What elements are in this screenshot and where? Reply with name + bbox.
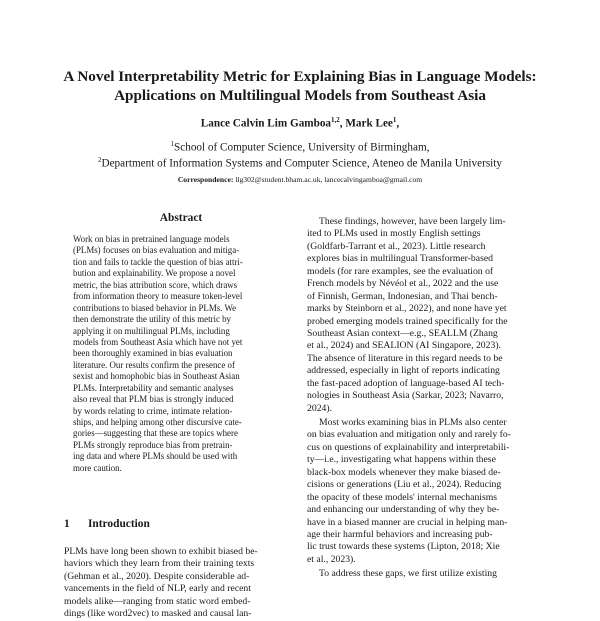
introduction-body: [64, 546, 298, 621]
text-line: (Gehman et al., 2020). Despite considerable ad-: [64, 570, 250, 582]
correspondence: [0, 175, 600, 184]
text-line: gories—suggesting that these are topics where: [73, 428, 238, 439]
text-line: PLMs strongly reproduce bias from pretrain-: [73, 439, 233, 450]
text-line: marks by Steinborn et al., 2022), and none have yet: [307, 303, 507, 315]
text-line: age their harmful behaviors and increasing pub-: [307, 528, 493, 540]
text-line: of Finnish, German, Indonesian, and Thai bench-: [307, 290, 498, 302]
text-line: models (for rare examples, see the evaluation of: [307, 265, 494, 277]
text-line: the fast-paced adoption of language-based AI tech-: [307, 377, 505, 389]
text-line: applying it on multilingual PLMs, including: [73, 325, 230, 336]
text-line: black-box models whenever they make biased de-: [307, 466, 501, 478]
section-number: 1: [64, 518, 70, 530]
text-line: from information theory to measure token-level: [73, 291, 243, 302]
text-line: (PLMs) focuses on bias evaluation and mitiga-: [73, 245, 240, 256]
author-name: Mark Lee: [345, 117, 393, 130]
paper-title: [20, 68, 580, 105]
text-line: ty—i.e., investigating what happens within these: [307, 454, 496, 466]
affil-text: Department of Information Systems and Computer Science, Ateneo de Manila University: [101, 157, 502, 170]
text-line: sexist and homophobic bias in Southeast Asian: [73, 371, 240, 382]
text-line: To address these gaps, we first utilize existing: [319, 568, 497, 580]
title-line: Applications on Multilingual Models from Southeast Asia: [114, 86, 486, 104]
text-line: (Goldfarb-Tarrant et al., 2023). Little research: [307, 240, 486, 252]
text-line: lic trust towards these systems (Lipton, 2018; Xie: [307, 541, 500, 553]
text-line: have in a biased manner are crucial in helping man-: [307, 516, 508, 528]
text-line: nologies in Southeast Asia (Sarkar, 2023; Navarro,: [307, 390, 504, 402]
text-line: vancements in the field of NLP, early and recent: [64, 583, 251, 595]
author-separator: ,: [339, 117, 346, 130]
author-affil-mark: 1,2: [331, 116, 340, 124]
text-line: bution and explainability. We propose a novel: [73, 268, 236, 279]
text-line: probed emerging models trained specifically for the: [307, 315, 508, 327]
title-line: A Novel Interpretability Metric for Explaining Bias in Language Models:: [63, 68, 537, 85]
text-line: explores bias in multilingual Transformer-based: [307, 253, 493, 265]
text-line: literature. Our results confirm the presence of: [73, 359, 235, 370]
right-column: [307, 216, 541, 581]
text-line: and enhancing our understanding of why they be-: [307, 504, 500, 516]
section-title: Introduction: [88, 518, 150, 530]
text-line: PLMs. Interpretability and semantic analyses: [73, 382, 234, 393]
text-line: the opacity of these models' internal mechanisms: [307, 491, 498, 503]
text-line: ited to PLMs used in mostly English settings: [307, 228, 481, 240]
text-line: on bias evaluation and mitigation only and rarely fo-: [307, 429, 511, 441]
text-line: These findings, however, have been largely lim-: [319, 216, 506, 227]
text-line: also reveal that PLM bias is strongly induced: [73, 394, 234, 405]
text-line: contributions to biased behavior in PLMs. We: [73, 302, 237, 313]
text-line: cus on questions of explainability and interpretabili-: [307, 441, 510, 453]
text-line: metric, the bias attribution score, which draws: [73, 279, 238, 290]
text-line: then demonstrate the utility of this metric by: [73, 314, 231, 325]
section-heading: [64, 518, 150, 530]
text-line: haviors which they learn from their training texts: [64, 558, 255, 570]
text-line: ships, and helping among other discursive cate-: [73, 417, 242, 427]
text-line: et al., 2024) and SEALION (AI Singapore, 2023).: [307, 340, 501, 352]
abstract-body: [73, 234, 297, 474]
text-line: cisions or generations (Liu et al., 2024). Reducing: [307, 479, 502, 491]
text-line: dings (like word2vec) to masked and causal lan-: [64, 608, 252, 620]
affil-text: School of Computer Science, University of Birmingham,: [174, 141, 430, 154]
text-line: been thoroughly examined in bias evaluation: [73, 348, 233, 359]
text-line: Most works examining bias in PLMs also center: [319, 417, 507, 428]
text-line: The absence of literature in this regard needs to be: [307, 352, 503, 364]
text-line: models from Southeast Asia which have not yet: [73, 336, 243, 347]
author-trail: ,: [396, 117, 400, 130]
text-line: PLMs have long been shown to exhibit biased be-: [64, 546, 258, 557]
affiliation-1: [0, 140, 600, 154]
author-name: Lance Calvin Lim Gamboa: [200, 117, 332, 130]
text-line: addressed, especially in light of reports indicating: [307, 365, 500, 377]
text-line: tion and fails to tackle the question of bias attri-: [73, 256, 243, 267]
author-affil-mark: 1: [392, 116, 397, 124]
text-line: by words relating to crime, intimate relation-: [73, 405, 233, 416]
text-line: et al., 2023).: [307, 553, 356, 565]
affil-mark: 1: [170, 140, 175, 148]
correspondence-label: Correspondence:: [177, 175, 234, 184]
affiliation-2: [0, 156, 600, 170]
text-line: Southeast Asian context—e.g., SEALLM (Zhang: [307, 327, 498, 339]
text-line: 2024).: [307, 402, 333, 414]
abstract-heading: Abstract: [159, 212, 203, 224]
text-line: Work on bias in pretrained language models: [73, 234, 230, 244]
text-line: more caution.: [73, 462, 122, 473]
correspondence-emails: llg302@student.bham.ac.uk, lancecalvingamboa@gmail.com: [233, 175, 423, 184]
text-line: models alike—ranging from static word embed-: [64, 595, 251, 607]
affil-mark: 2: [98, 156, 102, 164]
text-line: French models by Névéol et al., 2022 and the use: [307, 278, 499, 290]
author-list: [0, 116, 600, 130]
text-line: ing data and where PLMs should be used with: [73, 451, 238, 462]
